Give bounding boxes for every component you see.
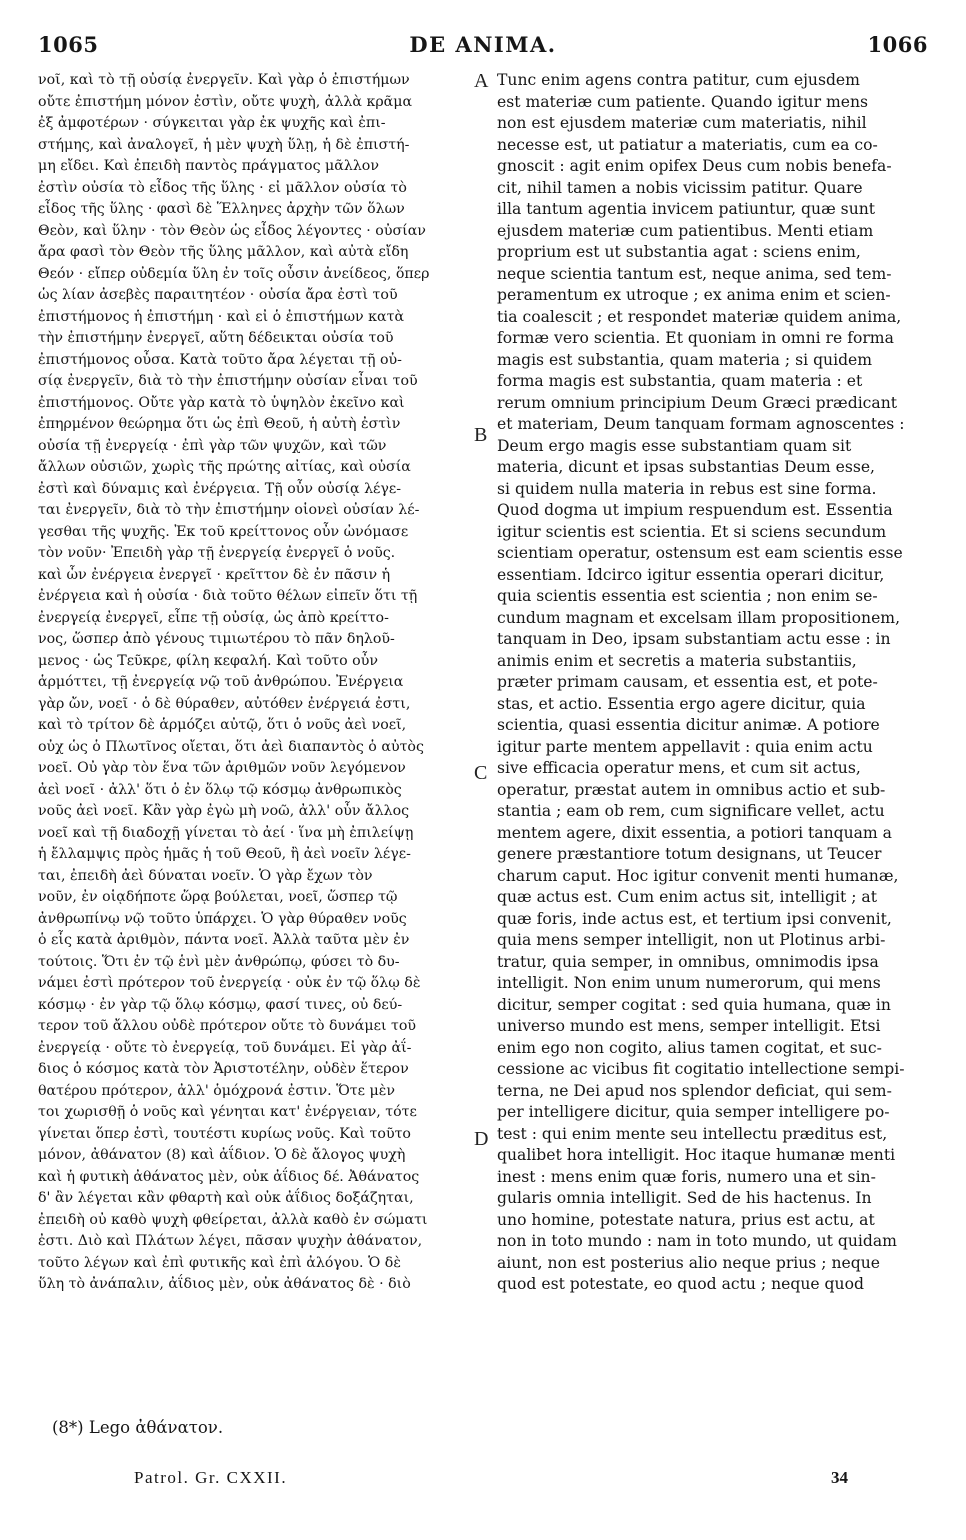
page-number-right: 1066 xyxy=(867,32,928,57)
latin-text-line: cessione ac vicibus fit cogitatio intellectione sempi- xyxy=(497,1060,905,1078)
greek-text-line: ἐστὶν οὐσία τὸ εἶδος τῆς ὕλης · εἰ μᾶλλον οὐσία τὸ xyxy=(38,179,407,196)
greek-text-line: ἐνεργείᾳ · οὔτε τὸ ἐνεργείᾳ, τοῦ δυνάμει. Εἰ γὰρ ἀΐ- xyxy=(38,1039,412,1056)
greek-text-line: ὕλη τὸ ἀνάπαλιν, ἀΐδιος μὲν, οὐκ ἀθάνατος δὲ · διὸ xyxy=(38,1276,411,1292)
greek-text-line: ὁ εἷς κατὰ ἀριθμὸν, πάντα νοεῖ. Ἀλλὰ ταῦτα μὲν ἐν xyxy=(38,932,410,948)
latin-text-line: est materiæ cum patiente. Quando igitur mens xyxy=(497,92,869,111)
latin-text-line: intelligit. Non enim unum numerorum, qui mens xyxy=(497,974,881,992)
greek-text-line: νος, ὥσπερ ἀπὸ γένους τιμιωτέρου τὸ πᾶν δηλοῦ- xyxy=(38,631,395,647)
latin-text-line: tratur, quia semper, in omnibus, omnimodis ipsa xyxy=(497,952,879,971)
latin-text-line: gnoscit : agit enim opifex Deus cum nobis benefa- xyxy=(497,157,892,175)
latin-text-line: ejusdem materiæ cum patientibus. Menti etiam xyxy=(497,221,874,240)
latin-text-line: genere præstantiore totum designans, ut Teucer xyxy=(497,845,882,863)
latin-text-line: si quidem nulla materia in rebus est sine forma. xyxy=(497,479,877,498)
greek-text-line: τὸν νοῦν· Ἐπειδὴ γὰρ τῇ ἐνεργείᾳ ἐνεργεῖ ὁ νοῦς. xyxy=(38,545,396,561)
greek-text-line: νάμει ἐστὶ πρότερον τοῦ ἐνεργείᾳ · οὐκ ἐν τῷ ὅλῳ δὲ xyxy=(38,975,421,991)
greek-text-line: ἐπειδὴ οὐ καθὸ ψυχὴ φθείρεται, ἀλλὰ καθὸ ἐν σώματι xyxy=(38,1211,428,1228)
latin-text-line: magis est substantia, quam materia ; si quidem xyxy=(497,350,873,369)
latin-text-line: uno homine, potestate natura, prius est actu, at xyxy=(497,1210,875,1229)
greek-text-line: δ' ἂν λέγεται κἂν φθαρτὴ καὶ οὐκ ἀΐδιος δοξάζηται, xyxy=(38,1190,414,1206)
latin-text-line: quæ actus est. Cum enim actus sit, intelligit ; at xyxy=(497,888,877,906)
latin-text-line: universo mundo est mens, semper intelligit. Etsi xyxy=(497,1017,881,1035)
greek-text-line: καὶ ἡ φυτικὴ ἀθάνατος μὲν, οὐκ ἀΐδιος δέ. Ἀθάνατος xyxy=(38,1168,420,1185)
latin-text-line: dicitur, semper cogitat : sed quia humana, quæ in xyxy=(497,995,891,1014)
greek-text-line: γὰρ ὤν, νοεῖ · ὁ δὲ θύραθεν, αὐτόθεν ἐνέργειά ἐστι, xyxy=(38,695,411,712)
latin-text-line: mentem agere, dixit essentia, a potiori tanquam a xyxy=(497,823,892,842)
greek-text-line: οὐχ ὡς ὁ Πλωτῖνος οἴεται, ὅτι ἀεὶ διαπαντὸς ὁ αὐτὸς xyxy=(38,738,424,755)
volume-signature: Patrol. Gr. CXXII. xyxy=(134,1468,288,1487)
latin-text-line: quia scientis essentia est scientia ; non enim se- xyxy=(497,587,878,605)
latin-text-line: sive efficacia operatur mens, et cum sit actus, xyxy=(497,759,861,777)
page-number-left: 1065 xyxy=(38,32,99,57)
latin-text-line: igitur parte mentem appellavit : quia enim actu xyxy=(497,737,873,756)
greek-text-column xyxy=(38,70,488,1296)
greek-text-line: νοεῖ. Οὐ γὰρ τὸν ἕνα τῶν ἀριθμῶν νοῦν λεγόμενον xyxy=(38,760,406,776)
latin-text-line: Quod dogma ut impium respuendum est. Essentia xyxy=(497,501,893,519)
greek-text-line: ἄλλων οὐσιῶν, χωρὶς τῆς πρώτης αἰτίας, καὶ οὐσία xyxy=(38,459,411,475)
greek-text-line: ἀεὶ νοεῖ · ἀλλ' ὅτι ὁ ἐν ὅλῳ τῷ κόσμῳ ἀνθρωπικὸς xyxy=(38,781,402,798)
greek-text-line: διος ὁ κόσμος κατὰ τὸν Ἀριστοτέλην, οὐδὲν ἕτερον xyxy=(38,1061,409,1077)
greek-text-line: ἐπηρμένον θεώρημα ὅτι ὡς ἐπὶ Θεοῦ, ἡ αὐτὴ ἐστὶν xyxy=(38,416,401,432)
greek-text-line: οὐσία τῇ ἐνεργείᾳ · ἐπὶ γὰρ τῶν ψυχῶν, καὶ τῶν xyxy=(38,437,387,454)
latin-text-line: forma magis est substantia, quam materia : et xyxy=(497,372,863,390)
greek-text-line: ἄρα φασὶ τὸν Θεὸν τῆς ὕλης μᾶλλον, καὶ αὐτὰ εἴδη xyxy=(38,244,409,260)
latin-text-line: cundum magnam et excelsam illam propositionem, xyxy=(497,608,901,627)
latin-text-line: charum caput. Hoc igitur convenit menti humanæ, xyxy=(497,866,899,885)
latin-text-line: cit, nihil tamen a nobis vicissim patitur. Quare xyxy=(497,178,863,197)
greek-text-line: Θεόν · εἴπερ οὐδεμία ὕλη ἐν τοῖς οὖσιν ἀνείδεος, ὅπερ xyxy=(38,265,430,282)
latin-text-line: peramentum ex utroque ; ex anima enim et scien- xyxy=(497,286,891,304)
page-header xyxy=(38,32,928,62)
greek-text-line: θατέρου πρότερον, ἀλλ' ὁμόχρονά ἐστιν. Ὅτε μὲν xyxy=(38,1082,395,1099)
latin-text-line: non in toto mundo : nam in toto mundo, ut quidam xyxy=(497,1232,897,1250)
greek-text-line: τοι χωρισθῇ ὁ νοῦς καὶ γένηται κατ' ἐνέργειαν, τότε xyxy=(38,1104,417,1120)
greek-text-line: ἐπιστήμονος οὖσα. Κατὰ τοῦτο ἄρα λέγεται τῇ οὐ- xyxy=(38,351,402,368)
greek-text-line: νοῦς ἀεὶ νοεῖ. Κἂν γὰρ ἐγὼ μὴ νοῶ, ἀλλ' οὖν ἄλλος xyxy=(38,803,410,819)
greek-text-line: Θεὸν, καὶ ὕλην · τὸν Θεὸν ὡς εἶδος λέγοντες · οὐσίαν xyxy=(38,222,426,239)
greek-text-line: ται, ἐπειδὴ ἀεὶ δύναται νοεῖν. Ὁ γὰρ ἔχων τὸν xyxy=(38,867,373,884)
greek-text-line: ἐστὶ καὶ δύναμις καὶ ἐνέργεια. Τῇ οὖν οὐσίᾳ λέγε- xyxy=(38,480,402,497)
greek-text-line: σίᾳ ἐνεργεῖν, διὰ τὸ τὴν ἐπιστήμην οὐσίαν εἶναι τοῦ xyxy=(38,373,418,389)
greek-text-line: τοῦτο λέγων καὶ ἐπὶ φυτικῆς καὶ ἐπὶ ἀλόγου. Ὁ δὲ xyxy=(38,1254,401,1271)
latin-text-line: animis enim et secretis a materia substantiis, xyxy=(497,651,857,670)
greek-text-line: στήμης, καὶ ἀναλογεῖ, ἡ μὲν ψυχὴ ὕλῃ, ἡ δὲ ἐπιστή- xyxy=(38,136,410,153)
greek-text-line: ται ἐνεργεῖν, διὰ τὸ τὴν ἐπιστήμην οἱονεὶ οὐσίαν λέ- xyxy=(38,502,420,518)
latin-text-line: per intelligere dicitur, quia semper intelligere po- xyxy=(497,1103,890,1121)
greek-text-line: μενος · ὡς Τεῦκρε, φίλη κεφαλή. Καὶ τοῦτο οὖν xyxy=(38,652,378,669)
latin-text-line: non est ejusdem materiæ cum materiatis, nihil xyxy=(497,114,867,132)
greek-text-line: τερον τοῦ ἄλλου οὐδὲ πρότερον οὔτε τὸ δυνάμει τοῦ xyxy=(38,1018,417,1034)
greek-text-line: ἡ ἔλλαμψις πρὸς ἡμᾶς ἡ τοῦ Θεοῦ, ἢ ἀεὶ νοεῖν λέγε- xyxy=(38,846,411,862)
greek-text-line: ἐστι. Διὸ καὶ Πλάτων λέγει, πᾶσαν ψυχὴν ἀθάνατον, xyxy=(38,1233,423,1249)
greek-text-line: τούτοις. Ὅτι ἐν τῷ ἑνὶ μὲν ἀνθρώπῳ, φύσει τὸ δυ- xyxy=(38,953,400,970)
latin-text-line: essentiam. Idcirco igitur essentia operari dicitur, xyxy=(497,565,885,584)
latin-text-line: et materiam, Deum tanquam formam agnoscentes : xyxy=(497,415,905,433)
margin-letter-d: D xyxy=(474,1128,489,1150)
greek-text-line: καὶ ὧν ἐνέργεια ἐνεργεῖ · κρεῖττον δὲ ἐν πᾶσιν ἡ xyxy=(38,566,391,583)
greek-text-line: μόνον, ἀθάνατον (8) καὶ ἀΐδιον. Ὁ δὲ ἄλογος ψυχὴ xyxy=(38,1147,406,1163)
latin-text-line: inest : mens enim quæ foris, numero una et sin- xyxy=(497,1167,876,1186)
latin-text-column xyxy=(497,70,930,1296)
latin-text-line: Deum ergo magis esse substantiam quam sit xyxy=(497,436,852,455)
greek-text-line: νοῦν, ἐν οἱᾳδήποτε ὥρᾳ βούλεται, νοεῖ, ὥσπερ τῷ xyxy=(38,889,398,905)
latin-text-line: test : qui enim mente seu intellectu præditus est, xyxy=(497,1124,888,1143)
latin-text-line: stantia ; eam ob rem, cum significare vellet, actu xyxy=(497,802,885,820)
greek-text-line: τὴν ἐπιστήμην ἐνεργεῖ, αὕτη δέδεικται οὐσία τοῦ xyxy=(38,330,394,346)
latin-text-line: scientiam operatur, ostensum est eam scientis esse xyxy=(497,544,903,562)
greek-text-line: νοεῖ καὶ τῇ διαδοχῇ γίνεται τὸ ἀεί · ἵνα μὴ ἐπιλείψῃ xyxy=(38,824,414,841)
margin-letter-b: B xyxy=(474,424,488,446)
signature-number: 34 xyxy=(831,1468,848,1487)
greek-text-line: κόσμῳ · ἐν γὰρ τῷ ὅλῳ κόσμῳ, φασί τινες, οὐ δεύ- xyxy=(38,996,403,1013)
latin-text-line: tia coalescit ; et respondet materiæ quidem anima, xyxy=(497,307,902,326)
latin-text-line: præter primam causam, et essentia est, et pote- xyxy=(497,673,878,691)
greek-text-line: ἐπιστήμονος ἡ ἐπιστήμη · καὶ εἰ ὁ ἐπιστήμων κατὰ xyxy=(38,308,405,325)
running-title: DE ANIMA. xyxy=(409,32,557,57)
greek-text-line: νοῖ, καὶ τὸ τῇ οὐσίᾳ ἐνεργεῖν. Καὶ γὰρ ὁ ἐπιστήμων xyxy=(38,72,410,88)
latin-text-line: quia mens semper intelligit, non ut Plotinus arbi- xyxy=(497,931,886,949)
latin-text-line: operatur, præstat autem in omnibus actio et sub- xyxy=(497,780,886,799)
greek-text-line: γίνεται ὅπερ ἐστὶ, τουτέστι κυρίως νοῦς. Καὶ τοῦτο xyxy=(38,1125,411,1142)
greek-text-line: καὶ τὸ τρίτον δὲ ἁρμόζει αὐτῷ, ὅτι ὁ νοῦς ἀεὶ νοεῖ, xyxy=(38,717,407,733)
latin-text-line: qualibet hora intelligit. Hoc itaque humanæ menti xyxy=(497,1146,896,1164)
latin-text-line: tanquam in Deo, ipsam substantiam actu esse : in xyxy=(497,630,891,648)
latin-text-line: proprium est ut substantia agat : sciens enim, xyxy=(497,243,861,261)
latin-text-line: Tunc enim agens contra patitur, cum ejusdem xyxy=(497,71,860,89)
latin-text-line: quod est potestate, eo quod actu ; neque quod xyxy=(497,1275,864,1293)
latin-text-line: gularis omnia intelligit. Sed de his hactenus. In xyxy=(497,1189,872,1207)
greek-text-line: ἐνέργεια καὶ ἡ οὐσία · διὰ τοῦτο θέλων εἰπεῖν ὅτι τῇ xyxy=(38,588,418,604)
latin-text-line: formæ vero scientia. Et quoniam in omni re forma xyxy=(497,329,894,347)
latin-text-line: illa tantum agentia invicem patiuntur, quæ sunt xyxy=(497,200,876,218)
margin-letter-c: C xyxy=(474,762,488,784)
greek-text-line: ἐνεργείᾳ ἐνεργεῖ, εἶπε τῇ οὐσίᾳ, ὡς ἀπὸ κρείττο- xyxy=(38,609,389,626)
greek-text-line: οὔτε ἐπιστήμη μόνον ἐστὶν, οὔτε ψυχὴ, ἀλλὰ κρᾶμα xyxy=(38,93,413,110)
latin-text-line: rerum omnium principium Deum Græci prædicant xyxy=(497,393,898,412)
greek-text-line: μη εἴδει. Καὶ ἐπειδὴ παντὸς πράγματος μᾶλλον xyxy=(38,158,379,174)
latin-text-line: aiunt, non est posterius alio neque prius ; neque xyxy=(497,1253,881,1272)
latin-text-line: scientia, quasi essentia dicitur animæ. A potiore xyxy=(497,716,880,734)
latin-text-line: enim ego non cogito, alius tamen cogitat, et suc- xyxy=(497,1038,882,1057)
latin-text-line: igitur scientis est scientia. Et si sciens secundum xyxy=(497,522,887,541)
greek-text-line: γεσθαι τῆς ψυχῆς. Ἐκ τοῦ κρείττονος οὖν ὠνόμασε xyxy=(38,523,409,540)
greek-text-line: ὡς λίαν ἀσεβὲς παραιτητέον · οὐσία ἄρα ἐστὶ τοῦ xyxy=(38,287,398,303)
footnote: (8*) Lego ἀθάνατον. xyxy=(52,1418,224,1437)
margin-letter-a: A xyxy=(474,70,489,92)
greek-text-line: ἀνθρωπίνῳ νῷ τοῦτο ὑπάρχει. Ὁ γὰρ θύραθεν νοῦς xyxy=(38,910,407,927)
greek-text-line: εἶδος τῆς ὕλης · φασὶ δὲ Ἕλληνες ἀρχὴν τῶν ὅλων xyxy=(38,201,405,217)
latin-text-line: neque scientia tantum est, neque anima, sed tem- xyxy=(497,264,892,283)
greek-text-line: ἁρμόττει, τῇ ἐνεργείᾳ νῷ τοῦ ἀνθρώπου. Ἐνέργεια xyxy=(38,674,404,690)
latin-text-line: quæ foris, inde actus est, et tertium ipsi convenit, xyxy=(497,909,892,928)
greek-text-line: ἐπιστήμονος. Οὔτε γὰρ κατὰ τὸ ὑψηλὸν ἐκεῖνο καὶ xyxy=(38,394,405,411)
latin-text-line: necesse est, ut patiatur a materiatis, cum ea co- xyxy=(497,135,878,154)
latin-text-line: stas, et actio. Essentia ergo agere dicitur, quia xyxy=(497,694,866,713)
page-footer xyxy=(134,1468,848,1492)
latin-text-line: terna, ne Dei apud nos splendor deficiat, qui sem- xyxy=(497,1081,892,1100)
greek-text-line: ἐξ ἀμφοτέρων · σύγκειται γὰρ ἐκ ψυχῆς καὶ ἐπι- xyxy=(38,115,386,131)
latin-text-line: materia, dicunt et ipsas substantias Deum esse, xyxy=(497,458,876,476)
